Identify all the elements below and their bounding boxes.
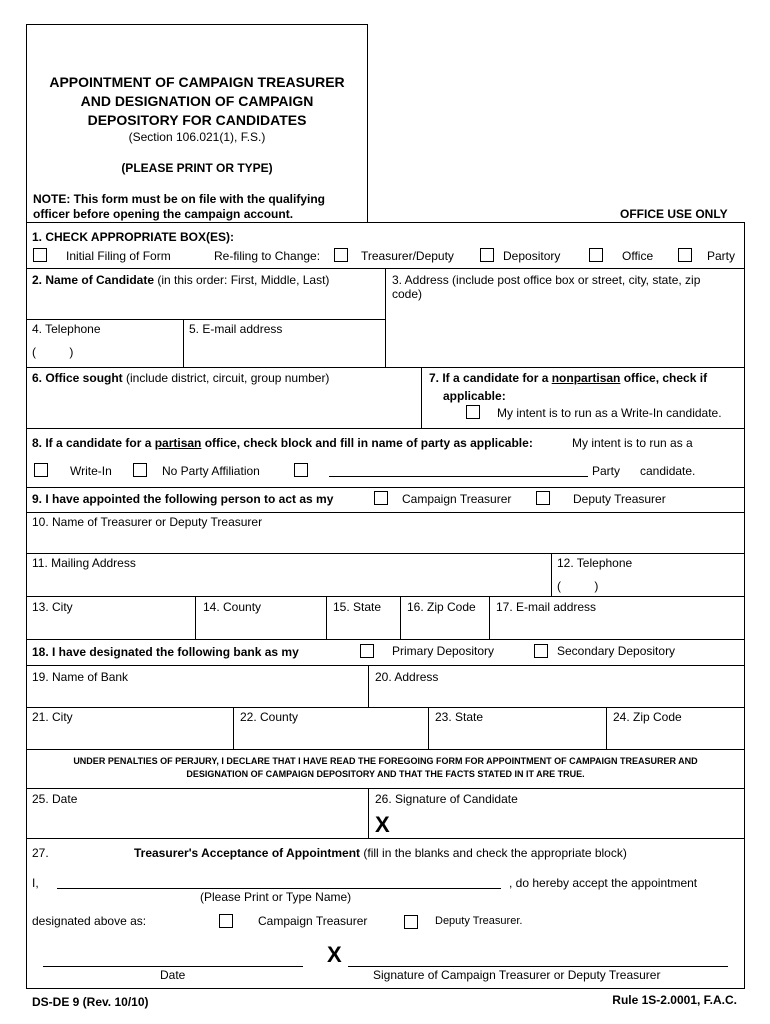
divider (385, 268, 386, 367)
perjury-line2: DESIGNATION OF CAMPAIGN DEPOSITORY AND THAT THE FACTS STATED IN IT ARE TRUE. (186, 769, 585, 779)
rule (26, 665, 745, 666)
q6-label (32, 371, 329, 385)
no-party-affiliation-checkbox[interactable] (133, 463, 147, 477)
form-title-line2: AND DESIGNATION OF CAMPAIGN (80, 93, 314, 109)
q12-area-code: ( ) (557, 579, 599, 593)
no-party-affiliation-label: No Party Affiliation (162, 464, 260, 478)
rule (26, 553, 745, 554)
primary-depository-checkbox[interactable] (360, 644, 374, 658)
q19-label: 19. Name of Bank (32, 670, 129, 684)
party-suffix: Party (592, 464, 621, 478)
rule (26, 707, 745, 708)
q22-label: 22. County (240, 710, 299, 724)
rule (26, 487, 745, 488)
q8-bold1: 8. If a candidate for a (32, 436, 155, 450)
statute-reference: (Section 106.021(1), F.S.) (128, 130, 266, 144)
divider (421, 367, 422, 428)
q27-number: 27. (32, 846, 49, 860)
rule (26, 838, 745, 839)
q8-intent: My intent is to run as a (572, 436, 693, 450)
q21-label: 21. City (32, 710, 73, 724)
rule (26, 988, 745, 989)
q14-label: 14. County (203, 600, 262, 614)
rule-reference: Rule 1S-2.0001, F.A.C. (612, 993, 737, 1007)
q26-label: 26. Signature of Candidate (375, 792, 518, 806)
filing-note-line2: officer before opening the campaign account. (33, 207, 294, 221)
q1-label: 1. CHECK APPROPRIATE BOX(ES): (32, 230, 235, 244)
q7-applicable: applicable: (443, 389, 506, 403)
candidate-suffix: candidate. (640, 464, 696, 478)
q8-bold2: office, check block and fill in name of party as applicable: (201, 436, 533, 450)
q3-label-line2: code) (392, 287, 423, 301)
divider (195, 596, 196, 639)
primary-depository-label: Primary Depository (392, 644, 495, 658)
q12-label: 12. Telephone (557, 556, 633, 570)
designated-above-label: designated above as: (32, 914, 147, 928)
party-checkbox[interactable] (678, 248, 692, 262)
accept-campaign-treasurer-label: Campaign Treasurer (258, 914, 368, 928)
rule (26, 222, 745, 223)
perjury-line1: UNDER PENALTIES OF PERJURY, I DECLARE THAT I HAVE READ THE FOREGOING FORM FOR APPOINTMENT OF CAMPAIGN TREASURER AND (73, 756, 698, 766)
divider (368, 788, 369, 838)
q3-label-line1: 3. Address (include post office box or street, city, state, zip (392, 273, 701, 287)
q4-label: 4. Telephone (32, 322, 101, 336)
depository-label: Depository (503, 249, 561, 263)
q10-label: 10. Name of Treasurer or Deputy Treasurer (32, 515, 263, 529)
accept-deputy-treasurer-checkbox[interactable] (404, 915, 418, 929)
treasurer-signature-line[interactable] (348, 966, 728, 967)
divider (326, 596, 327, 639)
q13-label: 13. City (32, 600, 73, 614)
q11-label: 11. Mailing Address (32, 556, 136, 570)
depository-checkbox[interactable] (480, 248, 494, 262)
rule (26, 639, 745, 640)
form-title-line1: APPOINTMENT OF CAMPAIGN TREASURER (49, 74, 345, 90)
candidate-signature-x: X (375, 812, 390, 837)
q2-rest: (in this order: First, Middle, Last) (154, 273, 330, 287)
q25-label: 25. Date (32, 792, 78, 806)
q17-label: 17. E-mail address (496, 600, 597, 614)
party-name-line[interactable] (329, 476, 588, 477)
acceptance-date-label: Date (160, 968, 186, 982)
q27-rest: (fill in the blanks and check the appropriate block) (360, 846, 627, 860)
acceptance-date-line[interactable] (43, 966, 303, 967)
q5-label: 5. E-mail address (189, 322, 283, 336)
rule (26, 428, 745, 429)
divider (489, 596, 490, 639)
q7-bold2: office, check if (620, 371, 708, 385)
initial-filing-checkbox[interactable] (33, 248, 47, 262)
rule (26, 512, 745, 513)
partisan-writein-label: Write-In (70, 464, 112, 478)
refiling-label: Re-filing to Change: (214, 249, 321, 263)
campaign-treasurer-checkbox[interactable] (374, 491, 388, 505)
accept-campaign-treasurer-checkbox[interactable] (219, 914, 233, 928)
q27-accept: , do hereby accept the appointment (509, 876, 698, 890)
q7-bold1: 7. If a candidate for a (429, 371, 552, 385)
q27-i: I, (32, 876, 39, 890)
rule (26, 367, 745, 368)
divider (368, 665, 369, 707)
office-checkbox[interactable] (589, 248, 603, 262)
form-right-border (744, 222, 745, 988)
party-label: Party (707, 249, 736, 263)
q9-label: 9. I have appointed the following person to act as my (32, 492, 334, 506)
treasurer-signature-x: X (327, 942, 342, 967)
q18-label: 18. I have designated the following bank as my (32, 645, 299, 659)
accept-deputy-treasurer-label: Deputy Treasurer. (435, 915, 523, 927)
secondary-depository-label: Secondary Depository (557, 644, 676, 658)
rule (26, 319, 386, 320)
q6-rest: (include district, circuit, group number) (122, 371, 330, 385)
deputy-treasurer-label: Deputy Treasurer (573, 492, 666, 506)
q20-label: 20. Address (375, 670, 439, 684)
treasurer-signature-label: Signature of Campaign Treasurer or Deputy Treasurer (373, 968, 661, 982)
q7-label (429, 371, 707, 385)
divider (551, 553, 552, 596)
divider (183, 319, 184, 367)
print-instruction: (PLEASE PRINT OR TYPE) (121, 161, 273, 175)
q16-label: 16. Zip Code (407, 600, 476, 614)
initial-filing-label: Initial Filing of Form (66, 249, 171, 263)
office-label: Office (622, 249, 654, 263)
deputy-treasurer-checkbox[interactable] (536, 491, 550, 505)
q2-bold: 2. Name of Candidate (32, 273, 155, 287)
q4-area-code: ( ) (32, 345, 74, 359)
divider (606, 707, 607, 749)
filing-note-line1: NOTE: This form must be on file with the qualifying (33, 192, 326, 206)
q8-partisan: partisan (154, 436, 202, 450)
campaign-treasurer-label: Campaign Treasurer (402, 492, 512, 506)
q23-label: 23. State (435, 710, 484, 724)
office-use-only: OFFICE USE ONLY (620, 207, 728, 221)
treasurer-deputy-label: Treasurer/Deputy (361, 249, 454, 263)
q24-label: 24. Zip Code (613, 710, 682, 724)
treasurer-name-line[interactable] (57, 888, 501, 889)
q2-label (32, 273, 329, 287)
q27-bold: Treasurer's Acceptance of Appointment (134, 846, 361, 860)
q6-bold: 6. Office sought (32, 371, 123, 385)
party-name-checkbox[interactable] (294, 463, 308, 477)
rule (26, 596, 745, 597)
divider (428, 707, 429, 749)
q15-label: 15. State (333, 600, 382, 614)
q27-label (134, 846, 627, 860)
form-left-border (26, 222, 27, 988)
nonpartisan-writein-checkbox[interactable] (466, 405, 480, 419)
partisan-writein-checkbox[interactable] (34, 463, 48, 477)
divider (400, 596, 401, 639)
form-title-line3: DEPOSITORY FOR CANDIDATES (87, 112, 307, 128)
divider (233, 707, 234, 749)
form-number: DS-DE 9 (Rev. 10/10) (32, 995, 149, 1009)
nonpartisan-writein-label: My intent is to run as a Write-In candidate. (497, 406, 722, 420)
treasurer-deputy-checkbox[interactable] (334, 248, 348, 262)
q8-label (32, 436, 533, 450)
rule (26, 749, 745, 750)
secondary-depository-checkbox[interactable] (534, 644, 548, 658)
print-name-hint: (Please Print or Type Name) (200, 890, 352, 904)
rule (26, 788, 745, 789)
q7-nonpartisan: nonpartisan (551, 371, 621, 385)
